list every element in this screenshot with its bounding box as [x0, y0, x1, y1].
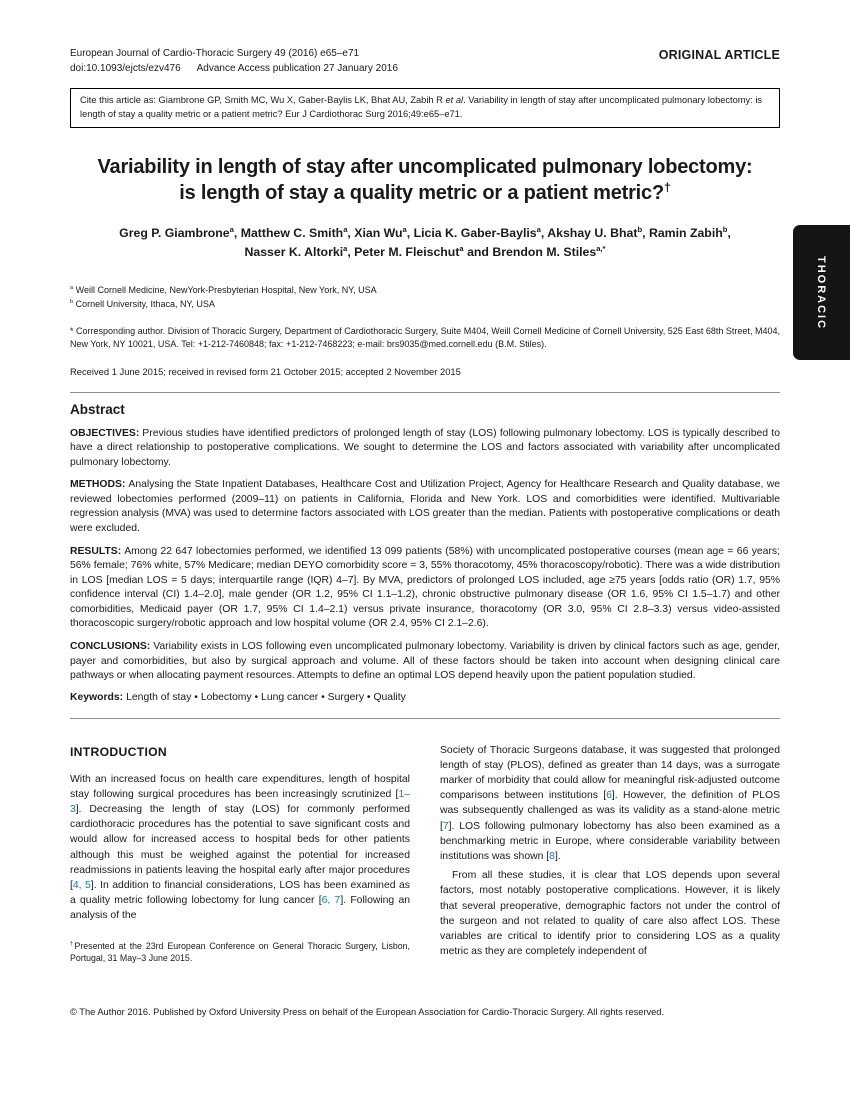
text-segment: a	[459, 243, 464, 253]
text-segment: a	[343, 243, 348, 253]
cite-text	[80, 94, 770, 122]
journal-info	[70, 46, 398, 76]
text-segment: †	[70, 940, 75, 947]
text-segment: a	[343, 224, 348, 234]
doi-text: doi:10.1093/ejcts/ezv476	[70, 63, 181, 74]
affiliations	[70, 284, 780, 312]
abstract-methods	[70, 478, 780, 536]
right-column	[440, 743, 780, 965]
advance-access-text: Advance Access publication 27 January 2016	[196, 63, 398, 74]
abstract-conclusions-text: Variability exists in LOS following even uncomplicated pulmonary lobectomy. Variability is driven by clinical factors such as age, gender, payer and comorbidities, but also by surgical approach and volume. All of these factors should be taken into account when designing clinical care pathways or when allocating payment resources. Attempts to define an optimal LOS depend heavily upon the patient population studied.	[70, 640, 780, 682]
text-segment: , Xian Wu	[347, 225, 403, 240]
article-type-label: ORIGINAL ARTICLE	[658, 48, 780, 62]
section-heading-introduction: INTRODUCTION	[70, 744, 168, 759]
text-segment: et al	[445, 95, 464, 105]
abstract-results	[70, 545, 780, 632]
text-segment: , Licia K. Gaber-Baylis	[406, 225, 537, 240]
text-segment: , Ramin Zabih	[642, 225, 723, 240]
author-list	[70, 224, 780, 262]
abstract-conclusions-label: CONCLUSIONS:	[70, 640, 151, 652]
text-segment: Cite this article as: Giambrone GP, Smith MC, Wu X, Gaber-Baylis LK, Bhat AU, Zabih R	[80, 95, 446, 105]
text-segment: †	[663, 180, 671, 195]
introduction-paragraph-left	[70, 772, 410, 924]
text-segment: ]. Following an analysis of the	[70, 895, 411, 922]
abstract-methods-text: Analysing the State Inpatient Databases, Healthcare Cost and Utilization Project, Agency for Healthcare Research and Quality database, we reviewed lobectomies performed (2009–11) on patients in California, Florida and New York. LOS and comorbidities were identified. Multivariable regression analysis (MVA) was used to determine factors associated with LOS greater than the median. Patients with postoperative complications or death were excluded.	[70, 479, 780, 534]
keywords-line	[70, 692, 780, 703]
doi-line	[70, 61, 398, 76]
affiliation-b	[70, 298, 780, 312]
affiliation-b-marker: b	[70, 298, 74, 305]
abstract-results-text: Among 22 647 lobectomies performed, we identified 13 099 patients (58%) with uncomplicated postoperative courses (mean age = 66 years; 56% female; 76% white, 57% Medicare; median DEYO comorbidity score = 3, 55% thoracotomy, 45% thoracoscopy/robotic). There was a wide distribution in LOS [median LOS = 5 days; interquartile range (IQR) 4–7]. By MVA, predictors of prolonged LOS included, age ≥75 years [odds ratio (OR) 1.7, 95% confidence interval (CI) 1.4–2.0], male gender (OR 1.2, 95% CI 1.1–1.2), chronic obstructive pulmonary disease (OR 1.6, 95% CI 1.5–1.7) and other comorbidities, Medicaid payer (OR 1.7, 95% CI 1.4–2.1) versus private insurance, thoracotomy (OR 3.0, 95% CI 2.8–3.3) versus video-assisted thoracoscopic surgery/robotic approach and low hospital volume (OR 2.4, 95% CI 2.1–2.6).	[70, 545, 780, 630]
text-segment: . Variability in length of stay after uncomplicated pulmonary lobectomy: is length of stay a quality metric or a patient metric? Eur J Cardiothorac Surg 2016;49:e65–e71.	[80, 95, 763, 119]
citation-link[interactable]: 6, 7	[321, 895, 341, 907]
citation-link[interactable]: 4, 5	[72, 879, 91, 891]
abstract-objectives	[70, 427, 780, 471]
presented-footnote	[70, 926, 410, 966]
text-segment: a	[229, 224, 234, 234]
text-segment: From all these studies, it is clear that LOS depends upon several factors, most notably postoperative complications. However, it is likely that several preoperative, demographic factors not under the control of the surgeon and not related to quality of care also affect LOS. These variables are critical to identify prior to considering LOS as a quality metric as they are completely independent of	[440, 870, 780, 958]
left-column	[70, 743, 410, 965]
text-segment: , Matthew C. Smith	[233, 225, 344, 240]
masthead	[70, 46, 780, 76]
abstract-section	[70, 402, 780, 703]
affiliation-b-text: Cornell University, Ithaca, NY, USA	[75, 298, 215, 309]
citation-link[interactable]: 1–3	[70, 788, 410, 815]
text-segment: b	[637, 224, 643, 234]
article-title	[70, 154, 780, 207]
text-segment: ].	[554, 850, 561, 862]
abstract-methods-label: METHODS:	[70, 479, 126, 491]
text-segment: Presented at the 23rd European Conference on General Thoracic Surgery, Lisbon, Portugal, 31 May–3 June 2015.	[70, 940, 410, 964]
citation-link[interactable]: 8	[549, 850, 555, 862]
received-dates: Received 1 June 2015; received in revised form 21 October 2015; accepted 2 November 2015	[70, 365, 461, 377]
article-title-line2	[70, 180, 780, 206]
text-segment: ]. However, the definition of PLOS was subsequently challenged as was its validity as a stand-alone metric [	[440, 790, 781, 832]
corresponding-author-note: * Corresponding author. Division of Thoracic Surgery, Department of Cardiothoracic Surgery, Suite M404, Weill Cornell Medicine of Cornell University, 525 East 68th Street, M404, New York, NY 10021, USA. Tel: +1-212-7460848; fax: +1-212-7468223; e-mail: brs9035@med.cornell.edu (B.M. Stiles).	[70, 325, 780, 350]
abstract-heading: Abstract	[70, 401, 125, 417]
text-segment: ,	[727, 225, 731, 240]
text-segment: a	[402, 224, 407, 234]
text-segment: b	[722, 224, 728, 234]
introduction-paragraph-right-1	[440, 743, 780, 865]
keywords-text: Length of stay • Lobectomy • Lung cancer • Surgery • Quality	[126, 691, 406, 703]
side-tab-label: THORACIC	[815, 255, 828, 330]
text-segment: ]. In addition to financial considerations, LOS has been examined as a quality metric following lobectomy for lung cancer [	[70, 879, 410, 907]
text-segment: and Brendon M. Stiles	[463, 244, 597, 259]
abstract-objectives-label: OBJECTIVES:	[70, 427, 140, 439]
author-list-line1	[70, 224, 780, 243]
text-segment: a,*	[596, 243, 606, 253]
journal-citation-line: European Journal of Cardio-Thoracic Surgery 49 (2016) e65–e71	[70, 48, 360, 59]
affiliation-a-marker: a	[70, 284, 74, 291]
introduction-paragraph-right-2	[440, 868, 780, 959]
article-body	[70, 743, 780, 965]
citation-link[interactable]: 7	[442, 820, 449, 832]
text-segment: Nasser K. Altorki	[244, 244, 344, 259]
abstract-conclusions	[70, 640, 780, 684]
text-segment: With an increased focus on health care expenditures, length of hospital stay following surgical procedures has been increasingly scrutinized [	[70, 773, 410, 800]
divider-above-abstract	[70, 392, 780, 393]
citation-link[interactable]: 6	[606, 790, 612, 802]
thoracic-section-tab	[793, 225, 850, 360]
text-segment: Society of Thoracic Surgeons database, it was suggested that prolonged length of stay (PLOS), defined as greater than 14 days, was a surrogate marker of morbidity that could allow for meaningful risk-adjusted outcome comparisons between institutions [	[440, 744, 780, 802]
article-title-line1: Variability in length of stay after uncomplicated pulmonary lobectomy:	[97, 155, 753, 178]
text-segment: ]. LOS following pulmonary lobectomy has also been examined as a benchmarking metric in Europe, where considerable variability between institutions was shown [	[440, 820, 780, 862]
abstract-objectives-text: Previous studies have identified predictors of prolonged length of stay (LOS) following pulmonary lobectomy. LOS is typically described to have a direct relationship to postoperative complications. We sought to determine the LOS and factors associated with variability after uncomplicated pulmonary lobectomy.	[70, 427, 780, 468]
text-segment: , Peter M. Fleischut	[347, 244, 460, 259]
text-segment: , Akshay U. Bhat	[540, 225, 638, 240]
affiliation-a	[70, 284, 780, 298]
text-segment: a	[536, 224, 541, 234]
cite-box	[70, 88, 780, 128]
text-segment: is length of stay a quality metric or a patient metric?	[179, 182, 664, 205]
copyright-footer: © The Author 2016. Published by Oxford University Press on behalf of the European Association for Cardio-Thoracic Surgery. All rights reserved.	[70, 1007, 665, 1017]
text-segment: Greg P. Giambrone	[119, 225, 230, 240]
author-list-line2	[70, 243, 780, 262]
affiliation-a-text: Weill Cornell Medicine, NewYork-Presbyterian Hospital, New York, NY, USA	[75, 284, 377, 295]
divider-below-abstract	[70, 718, 780, 719]
abstract-results-label: RESULTS:	[70, 545, 122, 557]
text-segment: ]. Decreasing the length of stay (LOS) for commonly performed cardiothoracic procedures has the potential to save significant costs and would allow for increased access to hospital beds for other patients although this must be weighed against the potential for increased readmissions in patients leaving the hospital early after major procedures [	[70, 804, 410, 891]
keywords-label: Keywords:	[70, 691, 124, 703]
